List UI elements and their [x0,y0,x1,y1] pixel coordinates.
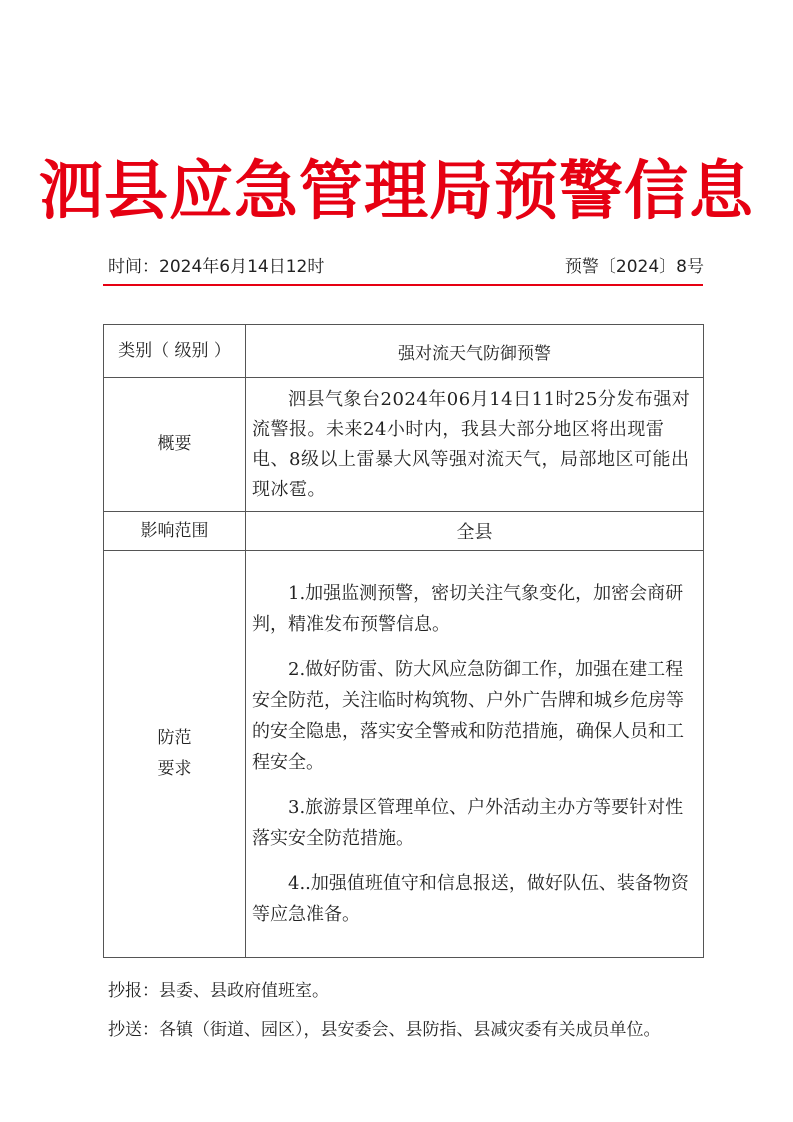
table-row-measures [104,551,704,958]
scope-label: 影响范围 [104,512,246,551]
summary-label: 概要 [104,378,246,512]
document-number: 预警〔2024〕8号 [564,257,704,277]
measures-label [104,551,246,958]
measure-item-4: 4..加强值班值守和信息报送，做好队伍、装备物资等应急准备。 [252,873,689,925]
table-row-type [104,325,704,378]
type-label: 类别（ 级别 ） [104,325,246,378]
page-title: 泗县应急管理局预警信息 [39,155,754,229]
measure-item-2: 2.做好防雷、防大风应急防御工作，加强在建工程安全防范，关注临时构筑物、户外广告牌和城乡危房等的安全隐患，落实安全警戒和防范措施，确保人员和工程安全。 [252,659,684,773]
header-divider [103,284,703,286]
measures-label-line-1: 防范 [157,728,192,748]
summary-cell [246,378,704,512]
copy-to-line: 抄送：各镇（街道、园区），县安委会、县防指、县减灾委有关成员单位。 [108,1020,661,1040]
measure-item-3: 3.旅游景区管理单位、户外活动主办方等要针对性落实安全防范措施。 [252,797,684,849]
meta-row [108,252,704,278]
measures-label-line-2: 要求 [157,759,192,779]
scope-value: 全县 [246,512,704,551]
measures-cell [246,551,704,958]
issue-time: 时间：2024年6月14日12时 [108,257,325,277]
report-to-line: 抄报：县委、县政府值班室。 [108,981,329,1001]
summary-text: 泗县气象台2024年06月14日11时25分发布强对流警报。未来24小时内，我县大部分地区将出现雷电、8级以上雷暴大风等强对流天气，局部地区可能出现冰雹。 [252,388,691,500]
type-value: 强对流天气防御预警 [246,325,704,378]
table-row-summary [104,378,704,512]
measures-list [246,578,703,930]
table-row-scope [104,512,704,551]
measure-item-1: 1.加强监测预警，密切关注气象变化，加密会商研判，精准发布预警信息。 [252,583,684,635]
warning-info-table [103,324,704,958]
